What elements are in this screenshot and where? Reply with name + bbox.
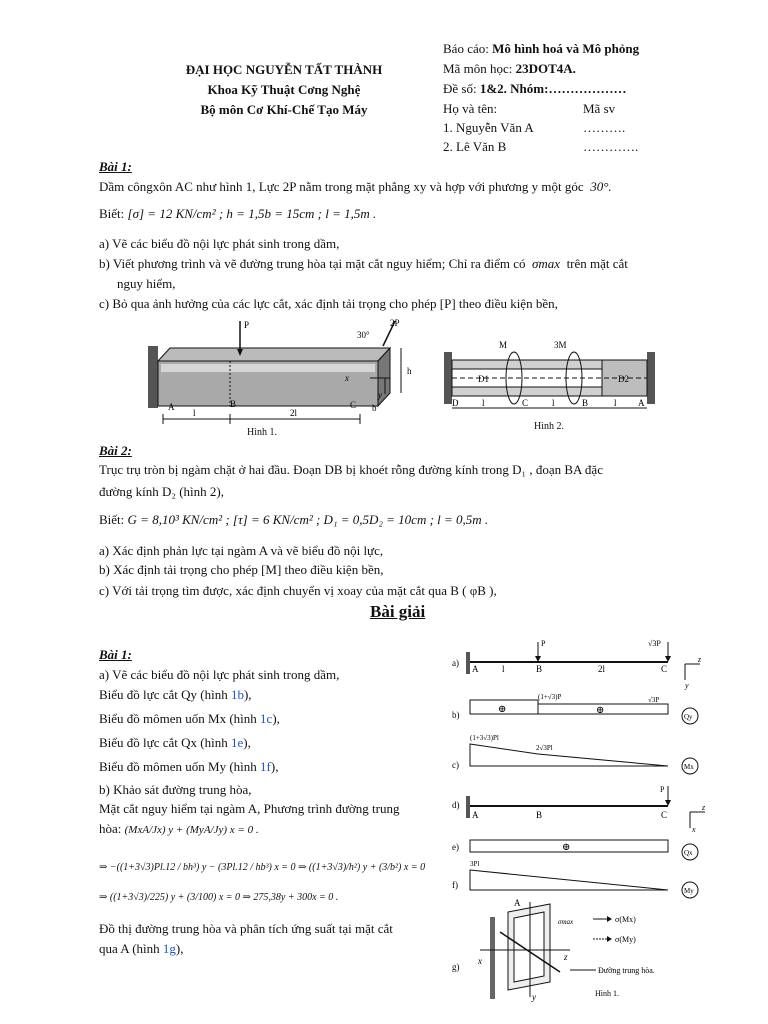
bai2-desc-2: đường kính D₂ (hình 2), [99, 484, 224, 499]
d-label-P: P [660, 785, 665, 794]
a-label-C: C [661, 664, 668, 674]
bai2-title: Bài 2: [99, 443, 132, 458]
member-1: 1. Nguyễn Văn A [443, 120, 534, 135]
g-label-z: z [564, 952, 568, 962]
fig1-label-2l: 2l [290, 408, 298, 418]
fig1-label-A: A [168, 402, 175, 412]
bai2-given: Biết: G = 8,10³ KN/cm² ; [τ] = 6 KN/cm² ; D₁ = 0,5D₂ = 10cm ; l = 0,5m . [99, 512, 489, 527]
figure-ref-1e[interactable]: 1e [230, 735, 244, 750]
figure-ref-1f[interactable]: 1f [260, 759, 271, 774]
fig1-label-angle: 30° [357, 330, 370, 340]
fig1-label-x: x [345, 373, 349, 383]
fig2-label-D2: D2 [618, 374, 629, 384]
d-label-C: C [661, 810, 668, 820]
solution-title: Bài giải [370, 602, 426, 621]
row-label-b: b) [452, 710, 460, 720]
mx-diagram [470, 744, 668, 766]
fig1-label-B: B [230, 399, 237, 409]
fig2-label-M: M [499, 340, 508, 350]
a-label-A: A [472, 664, 479, 674]
report-line: Báo cáo: Mô hình hoá và Mô phỏng [443, 41, 640, 56]
d-label-z: z [702, 803, 706, 812]
solution-part-a: a) Vẽ các biểu đồ nội lực phát sinh trong dầm, [99, 667, 340, 682]
fig2-label-B: B [582, 398, 589, 408]
row-label-a: a) [452, 658, 459, 668]
faculty-name: Khoa Kỹ Thuật Cơng Nghệ [207, 82, 361, 97]
row-label-e: e) [452, 842, 459, 852]
figure-ref-1g[interactable]: 1g [162, 941, 176, 956]
name-label: Họ và tên: [443, 101, 498, 116]
bai1-task-b: b) Viết phương trình và vẽ đường trung hòa tại mặt cắt nguy hiểm; Chỉ ra điểm có σmax trên mặt cắt [99, 256, 628, 271]
c-label-1: (1+3√3)Pl [470, 734, 499, 742]
a-label-sqrt3P: √3P [648, 639, 661, 648]
course-line: Mã môn học: 23DOT4A. [443, 61, 576, 76]
d-label-B: B [536, 810, 543, 820]
solution-figure-caption: Hình 1. [595, 989, 619, 998]
g-label-sigma: σmax [558, 918, 574, 926]
svg-text:⊕: ⊕ [498, 704, 507, 715]
a-label-2l: 2l [598, 664, 606, 674]
fig1-label-b: b [372, 403, 377, 413]
badge-qy: Qy [684, 713, 693, 721]
bai2-desc-1: Trục trụ tròn bị ngàm chặt ở hai đầu. Đoạn DB bị khoét rỗng đường kính trong D₁ , đoạn BA đặc [99, 462, 603, 477]
figure-2-caption: Hình 2. [534, 421, 564, 432]
row-label-c: c) [452, 760, 459, 770]
f-label-3Pl: 3Pl [470, 860, 480, 868]
solution-g-line2: qua A (hình 1g), [99, 941, 184, 956]
fig1-label-l: l [193, 408, 196, 418]
equation-3: ⇒ ((1+3√3)/225) y + (3/100) x = 0 ⇒ 275,38y + 300x = 0 . [99, 892, 339, 903]
id-label: Mã sv [583, 101, 616, 116]
university-name: ĐẠI HỌC NGUYỄN TẤT THÀNH [185, 62, 383, 77]
legend-sigma-mx: σ(Mx) [615, 915, 636, 924]
svg-text:⊕: ⊕ [596, 705, 605, 716]
svg-text:⊕: ⊕ [562, 842, 571, 853]
fig2-label-D: D [452, 398, 459, 408]
bai2-task-b: b) Xác định tải trọng cho phép [M] theo điều kiện bền, [99, 562, 384, 577]
badge-qx: Qx [684, 849, 693, 857]
bai2-task-a: a) Xác định phản lực tại ngàm A và vẽ biểu đồ nội lực, [99, 543, 384, 558]
figure-ref-1b[interactable]: 1b [230, 687, 244, 702]
right-wall [647, 352, 655, 404]
fig1-label-P: P [244, 320, 250, 330]
solution-bai1-title: Bài 1: [99, 647, 132, 662]
fig1-label-C: C [350, 400, 357, 410]
fig2-label-A: A [638, 398, 645, 408]
fig2-label-l1: l [482, 398, 485, 408]
fig2-label-3M: 3M [554, 340, 567, 350]
badge-mx: Mx [684, 763, 694, 771]
row-label-f: f) [452, 880, 458, 890]
b-label-2: √3P [648, 696, 660, 704]
b-label-1: (1+√3)P [538, 693, 562, 701]
member-2-id: …………. [583, 139, 639, 154]
exam-line: Đề số: 1&2. Nhóm:……………… [443, 81, 627, 96]
fig2-label-D1: D1 [478, 374, 489, 384]
row-label-g: g) [452, 962, 460, 972]
badge-my: My [684, 887, 694, 895]
fig2-label-C: C [522, 398, 529, 408]
bai2-task-c: c) Với tải trọng tìm được, xác định chuyển vị xoay của mặt cắt qua B ( φB ), [99, 583, 497, 598]
a-label-P: P [541, 639, 546, 648]
bai1-title: Bài 1: [99, 159, 132, 174]
c-label-2: 2√3Pl [536, 744, 553, 752]
g-label-x: x [478, 956, 482, 966]
figure-1 [145, 316, 420, 440]
member-2: 2. Lê Văn B [443, 139, 507, 154]
d-label-x: x [692, 825, 696, 834]
figure-ref-1c[interactable]: 1c [260, 711, 273, 726]
figure-2 [442, 338, 657, 422]
g-label-A: A [514, 898, 521, 908]
bai1-given: Biết: [σ] = 12 KN/cm² ; h = 1,5b = 15cm ; l = 1,5m . [99, 206, 377, 221]
fig1-label-2P: 2P [390, 318, 400, 328]
fig1-label-y: y [378, 390, 382, 400]
g-label-y: y [532, 992, 536, 1002]
solution-diagram-mx: Biểu đồ mômen uốn Mx (hình 1c), [99, 711, 280, 726]
bai1-task-b-cont: nguy hiểm, [117, 276, 176, 291]
solution-b-line2: hòa: (MxA/Jx) y + (MyA/Jy) x = 0 . [99, 821, 259, 836]
a-label-z: z [698, 655, 702, 664]
my-diagram [470, 870, 668, 890]
solution-part-b: b) Khảo sát đường trung hòa, [99, 782, 252, 797]
fig2-label-l2: l [552, 398, 555, 408]
a-label-y: y [685, 681, 689, 690]
a-label-B: B [536, 664, 543, 674]
department-name: Bộ môn Cơ Khí-Chế Tạo Máy [200, 102, 368, 117]
figure-1-caption: Hình 1. [247, 427, 277, 438]
row-label-d: d) [452, 800, 460, 810]
solution-g-line1: Đồ thị đường trung hòa và phân tích ứng suất tại mặt cắt [99, 921, 393, 936]
equation-2: ⇒ −((1+3√3)Pl.12 / bh³) y − (3Pl.12 / hb³) x = 0 ⇒ ((1+3√3)/h²) y + (3/b²) x = 0 [99, 862, 426, 873]
fixed-support [148, 346, 158, 408]
solution-diagram-qy: Biểu đồ lực cắt Qy (hình 1b), [99, 687, 252, 702]
solution-diagram-my: Biểu đồ mômen uốn My (hình 1f), [99, 759, 279, 774]
member-1-id: ………. [583, 120, 626, 135]
solution-b-line1: Mặt cắt nguy hiểm tại ngàm A, Phương trình đường trung [99, 801, 400, 816]
neutral-axis-label: Đường trung hòa. [598, 966, 655, 975]
left-wall [444, 352, 452, 404]
legend-sigma-my: σ(My) [615, 935, 636, 944]
solution-figure [450, 632, 710, 1004]
a-label-l: l [502, 664, 505, 674]
bai1-task-c: c) Bỏ qua ảnh hưởng của các lực cắt, xác định tải trọng cho phép [P] theo điều kiện bền, [99, 296, 558, 311]
solution-diagram-qx: Biểu đồ lực cắt Qx (hình 1e), [99, 735, 251, 750]
d-label-A: A [472, 810, 479, 820]
fig2-label-l3: l [614, 398, 617, 408]
fig1-label-h: h [407, 366, 412, 376]
bai1-task-a: a) Vẽ các biểu đồ nội lực phát sinh trong dầm, [99, 236, 340, 251]
bai1-desc: Dầm côngxôn AC như hình 1, Lực 2P nằm trong mặt phẳng xy và hợp với phương y một góc 30°. [99, 179, 612, 194]
